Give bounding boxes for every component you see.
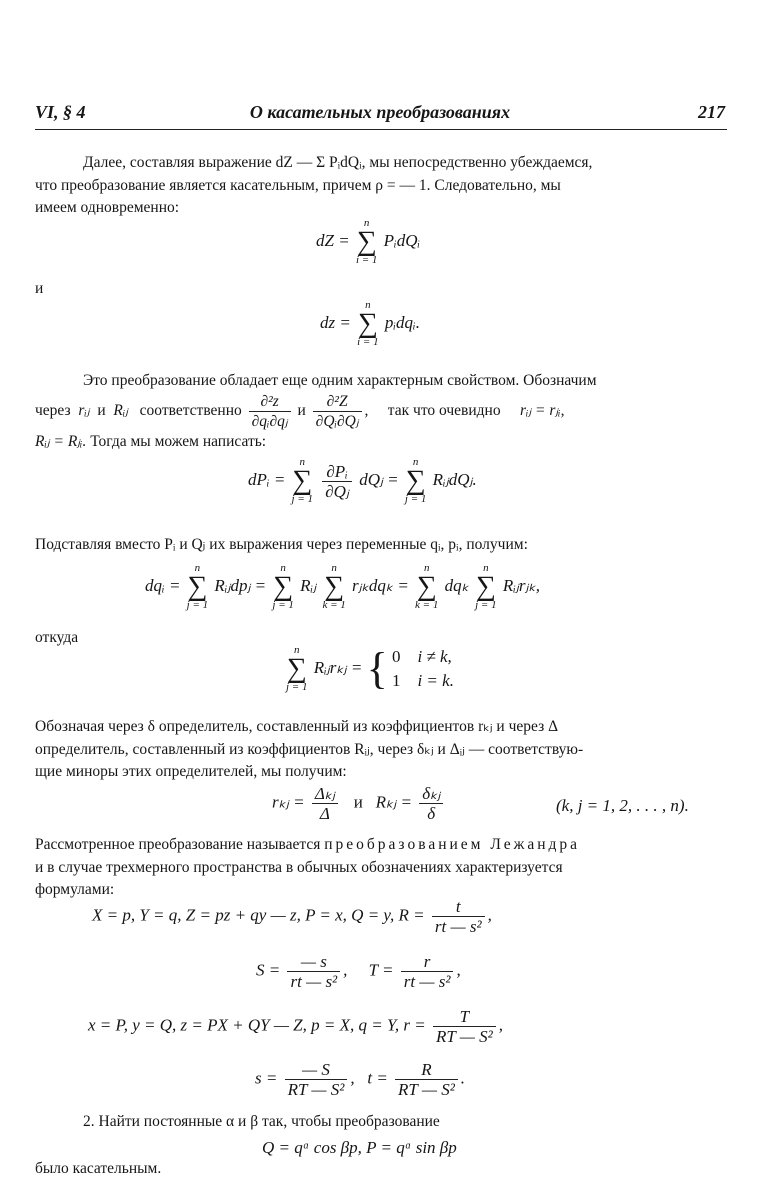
fraction-denominator: RT — S² (287, 1080, 345, 1099)
sum-lower: j = 1 (291, 493, 314, 505)
fraction-denominator: ∂Qⱼ (325, 481, 349, 501)
eq-term: RᵢⱼdQⱼ. (432, 469, 477, 489)
symmetry-R: Rᵢⱼ = Rⱼᵢ. (35, 433, 87, 450)
eq-lhs: S = (256, 960, 281, 980)
sum-lower: j = 1 (286, 681, 308, 693)
sum-lower: k = 1 (415, 599, 439, 611)
equation-minors (272, 784, 446, 823)
text-line: имеем одновременно: (35, 199, 180, 216)
fraction-denominator: RT — S² (435, 1027, 493, 1046)
symbol-r-ij: rᵢⱼ (78, 402, 90, 420)
sum-upper: n (293, 644, 300, 656)
page-number: 217 (698, 102, 725, 122)
eq-lhs: dqᵢ = (145, 575, 181, 595)
eq-lhs: dz = (320, 312, 351, 332)
fraction-numerator: ∂²Z (313, 392, 362, 412)
fraction-numerator: t (432, 897, 485, 917)
paragraph-determinants (35, 716, 727, 784)
fraction-denominator: RT — S² (398, 1080, 455, 1099)
sum-lower: k = 1 (322, 599, 346, 611)
section-number: VI, § 4 (35, 102, 86, 122)
fraction-denominator: rt — s² (290, 972, 338, 991)
sum-upper: n (423, 562, 430, 574)
fraction-dP-dQ (322, 462, 352, 501)
case-condition: i ≠ k, (417, 647, 452, 666)
sum-lower: i = 1 (355, 254, 378, 266)
fraction-numerator: T (433, 1007, 496, 1027)
problem-statement: 2. Найти постоянные α и β так, чтобы преобразование (83, 1113, 440, 1130)
fraction-denominator: rt — s² (403, 972, 451, 991)
sum-symbol: n ∑ j = 1 (186, 562, 209, 611)
text-line: Обозначая через δ определитель, составленный из коэффициентов rₖⱼ и через Δ (35, 718, 559, 735)
case-condition: i = k. (417, 671, 454, 690)
paragraph-substitution (35, 534, 727, 557)
sum-lower: j = 1 (475, 599, 497, 611)
equation-legendre-3: x = P, y = Q, z = PX + QY — Z, p = X, q = Y, r = $\frac{T}{\text{RT — S²}}$ , (88, 1007, 503, 1046)
equation-range: (k, j = 1, 2, . . . , n). (556, 796, 689, 815)
symmetry-r: rᵢⱼ = rⱼᵢ, (519, 402, 565, 420)
equation-transform: Q = qᵅ cos βp, P = qᵅ sin βp (262, 1138, 457, 1157)
eq-term: Rᵢⱼrⱼₖ, (502, 575, 540, 595)
running-header (35, 102, 725, 126)
sum-upper: n (299, 456, 306, 468)
sum-lower: j = 1 (404, 493, 427, 505)
sum-upper: n (365, 299, 371, 311)
text-line: формулами: (35, 881, 115, 898)
sum-symbol: n ∑ j = 1 (404, 456, 427, 505)
eq-lhs: s = (255, 1068, 278, 1088)
sum-upper: n (331, 562, 337, 574)
equation-orthogonality (284, 645, 454, 693)
sum-lower: i = 1 (357, 336, 379, 348)
eq-term: rⱼₖdqₖ = (352, 575, 409, 595)
fraction-denominator: δ (427, 804, 436, 823)
problem-ending: было касательным. (35, 1160, 162, 1177)
paragraph-legendre (35, 834, 727, 902)
sum-symbol: n ∑ k = 1 (322, 562, 346, 611)
fraction-t (395, 1060, 458, 1099)
running-title: О касательных преобразованиях (249, 102, 511, 122)
text-word: соответственно (139, 402, 242, 420)
fraction-denominator: ∂qᵢ∂qⱼ (251, 413, 288, 430)
equation-dP (248, 457, 477, 505)
sum-symbol: n ∑ i = 1 (357, 299, 379, 348)
sum-symbol: n ∑ j = 1 (286, 644, 308, 693)
legendre-term: преобразованием Лежандра (324, 836, 581, 853)
fraction-r (433, 1007, 496, 1046)
paragraph-intro (35, 152, 727, 220)
sum-upper: n (483, 562, 489, 574)
fraction-numerator: ∂²z (249, 392, 291, 412)
eq-lhs: dZ = (316, 230, 350, 250)
fraction-numerator: ∂Pᵢ (322, 462, 352, 482)
eq-lhs: rₖⱼ = (272, 792, 305, 812)
equation-dZ (316, 218, 420, 266)
text-line: Далее, составляя выражение dZ — Σ PᵢdQᵢ, мы непосредственно убеждаемся, (83, 154, 593, 171)
eq-lhs: Rᵢⱼrₖⱼ = (313, 657, 363, 677)
eq-lhs: t = (367, 1068, 388, 1088)
fraction-d2z (249, 392, 291, 431)
fraction-numerator: R (395, 1060, 458, 1080)
eq-lhs: Rₖⱼ = (375, 792, 412, 812)
eq-lhs: T = (368, 960, 394, 980)
fraction-R (432, 897, 485, 936)
text-line: Это преобразование обладает еще одним характерным свойством. Обозначим (83, 372, 597, 389)
conjunction-and: и (35, 280, 44, 297)
eq-term: x = P, y = Q, z = PX + QY — Z, p = X, q = Y, r = (88, 1015, 426, 1035)
fraction-delta (419, 784, 443, 823)
text-line: определитель, составленный из коэффициентов Rᵢⱼ, через δₖⱼ и Δᵢⱼ — соответствую- (35, 740, 584, 758)
fraction-numerator: r (401, 952, 454, 972)
cases-brace: { 0 i ≠ k, 1 i = k. (366, 644, 454, 693)
sum-symbol: n ∑ i = 1 (355, 217, 378, 266)
word-whence: откуда (35, 629, 79, 646)
sum-upper: n (194, 562, 201, 574)
eq-term: dQⱼ = (359, 469, 399, 489)
fraction-numerator: — s (287, 952, 340, 972)
fraction-denominator: rt — s² (434, 917, 482, 936)
fraction-denominator: ∂Qᵢ∂Qⱼ (315, 413, 359, 430)
text-word: и (353, 792, 363, 812)
eq-term: PᵢdQᵢ (383, 230, 421, 250)
fraction-T (401, 952, 454, 991)
text-word: Рассмотренное преобразование называется (35, 836, 321, 853)
fraction-numerator: Δₖⱼ (312, 784, 338, 804)
fraction-numerator: δₖⱼ (419, 784, 443, 804)
equation-dq (145, 563, 540, 611)
text-word: и (97, 402, 106, 420)
text-line: что преобразование является касательным, причем ρ = — 1. Следовательно, мы (35, 176, 561, 194)
text-word: Тогда мы можем написать: (90, 433, 267, 450)
symbol-R-ij: Rᵢⱼ (113, 402, 129, 420)
fraction-S (287, 952, 340, 991)
sum-upper: n (412, 456, 419, 468)
eq-term: pᵢdqᵢ. (384, 312, 420, 332)
sum-lower: j = 1 (186, 599, 209, 611)
header-rule (35, 129, 727, 130)
equation-dz (320, 300, 420, 348)
text-line: и в случае трехмерного пространства в обычных обозначениях характеризуется (35, 858, 563, 876)
sum-symbol: n ∑ j = 1 (291, 456, 314, 505)
fraction-Delta (312, 784, 338, 823)
text-word: и (297, 402, 306, 420)
sum-symbol: n ∑ j = 1 (272, 562, 294, 611)
text-word: через (35, 402, 71, 420)
paragraph-property-line2: через rᵢⱼ и Rᵢⱼ соответственно $\frac{\text{∂²z}}{\text{∂qᵢ∂qⱼ}}$ и $\frac{\text{∂²Z}}{\text{∂Qᵢ∂Qⱼ}}$ , так что очевидно rᵢⱼ = rⱼᵢ, (35, 393, 565, 430)
fraction-d2Z (313, 392, 362, 431)
equation-legendre-4: s = $\frac{— S}{\text{RT — S²}}$ , t = $\frac{R}{\text{RT — S²}}$ . (255, 1060, 466, 1099)
fraction-s (285, 1060, 348, 1099)
fraction-denominator: Δ (319, 804, 330, 823)
case-value: 0 (391, 647, 401, 666)
eq-lhs: dPᵢ = (248, 469, 286, 489)
equation-legendre-1: X = p, Y = q, Z = pz + qy — z, P = x, Q = y, R = $\frac{t}{\text{rt — s²}}$ , (92, 897, 492, 936)
text-line: щие миноры этих определителей, мы получим: (35, 763, 347, 780)
paragraph-property-line3 (35, 432, 266, 451)
eq-term: X = p, Y = q, Z = pz + qy — z, P = x, Q = y, R = (92, 905, 425, 925)
sum-upper: n (363, 217, 370, 229)
eq-term: Rᵢⱼ (300, 575, 317, 595)
text-line (35, 834, 727, 857)
sum-lower: j = 1 (272, 599, 294, 611)
eq-term: Rᵢⱼdpⱼ = (214, 575, 267, 595)
sum-symbol: n ∑ k = 1 (415, 562, 439, 611)
sum-upper: n (280, 562, 286, 574)
fraction-numerator: — S (285, 1060, 348, 1080)
eq-term: dqₖ (444, 575, 469, 595)
text-line: Подставляя вместо Pᵢ и Qⱼ их выражения через переменные qᵢ, pᵢ, получим: (35, 536, 528, 553)
case-value: 1 (391, 671, 401, 690)
sum-symbol: n ∑ j = 1 (475, 562, 497, 611)
text-word: так что очевидно (387, 402, 501, 420)
paragraph-property (35, 370, 727, 393)
equation-legendre-2: S = $\frac{— s}{\text{rt — s²}}$ , T = $\frac{r}{\text{rt — s²}}$ , (256, 952, 461, 991)
